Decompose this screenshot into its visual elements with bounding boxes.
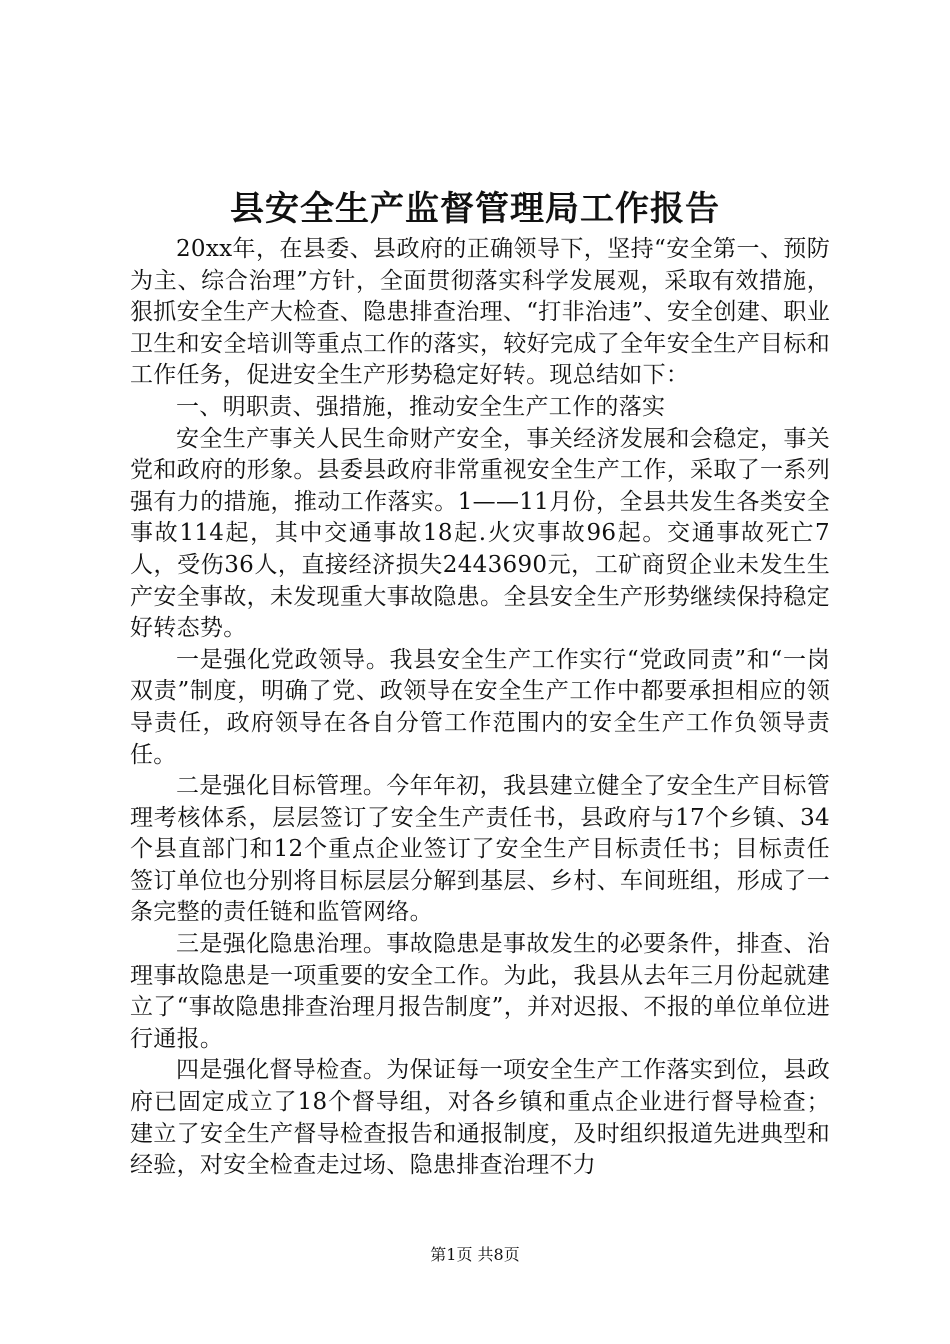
- paragraph-point-4: 四是强化督导检查。为保证每一项安全生产工作落实到位，县政府已固定成立了18个督导组，对各乡镇和重点企业进行督导检查；建立了安全生产督导检查报告和通报制度，及时组织报道先进典型和经验，对安全检查走过场、隐患排查治理不力: [130, 1057, 830, 1179]
- paragraph-intro: 20xx年，在县委、县政府的正确领导下，坚持“安全第一、预防为主、综合治理”方针，全面贯彻落实科学发展观，采取有效措施，狠抓安全生产大检查、隐患排查治理、“打非治违”、安全创建、职业卫生和安全培训等重点工作的落实，较好完成了全年安全生产目标和工作任务，促进安全生产形势稳定好转。现总结如下：: [130, 236, 830, 389]
- paragraph-point-3: 三是强化隐患治理。事故隐患是事故发生的必要条件，排查、治理事故隐患是一项重要的安全工作。为此，我县从去年三月份起就建立了“事故隐患排查治理月报告制度”，并对迟报、不报的单位单位进行通报。: [130, 931, 830, 1052]
- page-number-footer: 第1页 共8页: [430, 1245, 520, 1264]
- document-body: [130, 234, 830, 1182]
- paragraph-overview: 安全生产事关人民生命财产安全，事关经济发展和会稳定，事关党和政府的形象。县委县政府非常重视安全生产工作，采取了一系列强有力的措施，推动工作落实。1——11月份，全县共发生各类安全事故114起，其中交通事故18起.火灾事故96起。交通事故死亡7人，受伤36人，直接经济损失2443690元，工矿商贸企业未发生生产安全事故，未发现重大事故隐患。全县安全生产形势继续保持稳定好转态势。: [130, 425, 830, 642]
- paragraph-point-2: 二是强化目标管理。今年年初，我县建立健全了安全生产目标管理考核体系，层层签订了安全生产责任书，县政府与17个乡镇、34个县直部门和12个重点企业签订了安全生产目标责任书；目标责任签订单位也分别将目标层层分解到基层、乡村、车间班组，形成了一条完整的责任链和监管网络。: [130, 773, 830, 926]
- section-heading-1: 一、明职责、强措施，推动安全生产工作的落实: [176, 393, 666, 420]
- document-title: 县安全生产监督管理局工作报告: [230, 189, 720, 229]
- paragraph-point-1: 一是强化党政领导。我县安全生产工作实行“党政同责”和“一岗双责”制度，明确了党、政领导在安全生产工作中都要承担相应的领导责任，政府领导在各自分管工作范围内的安全生产工作负领导责任。: [130, 646, 830, 768]
